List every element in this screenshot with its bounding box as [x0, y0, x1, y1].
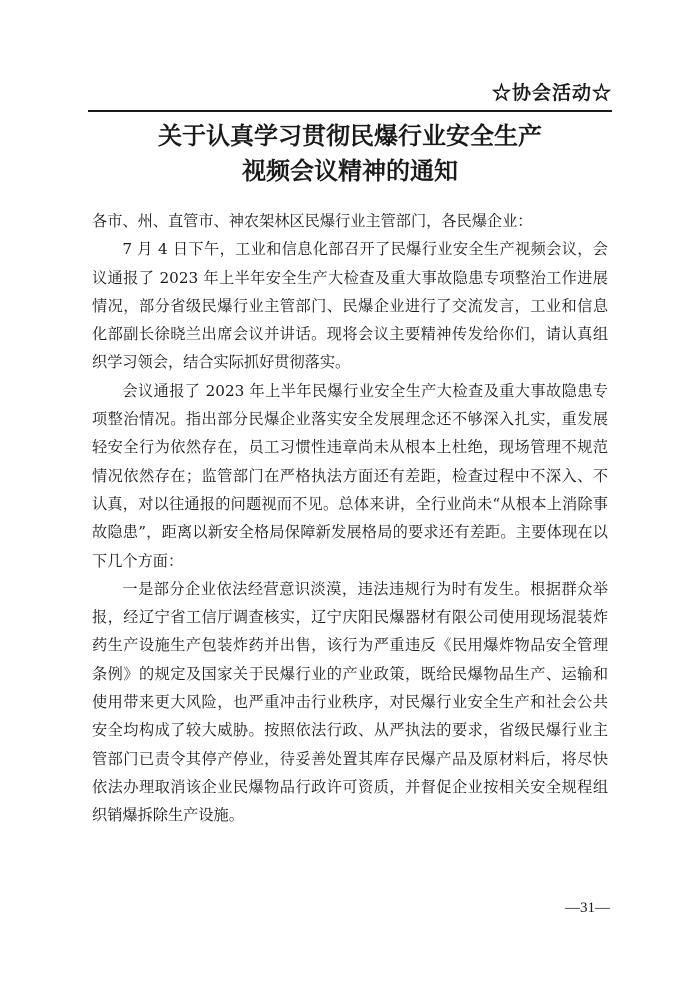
document-title	[88, 118, 612, 188]
paragraph-2: 会议通报了 2023 年上半年民爆行业安全生产大检查及重大事故隐患专项整治情况。指出部分民爆企业落实安全发展理念还不够深入扎实，重发展轻安全行为依然存在，员工习惯性违章尚未从根本上杜绝，现场管理不规范情况依然存在；监管部门在严格执法方面还有差距，检查过程中不深入、不认真，对以往通报的问题视而不见。总体来讲，全行业尚未“从根本上消除事故隐患”，距离以新安全格局保障新发展格局的要求还有差距。主要体现在以下几个方面：	[92, 381, 608, 570]
title-line-1: 关于认真学习贯彻民爆行业安全生产	[158, 121, 542, 150]
document-body	[92, 207, 608, 830]
page-number: —31—	[565, 900, 610, 916]
header-rule	[88, 110, 612, 112]
section-header: ☆协会活动☆	[491, 82, 612, 104]
paragraph-3: 一是部分企业依法经营意识淡漠，违法违规行为时有发生。根据群众举报，经辽宁省工信厅调查核实，辽宁庆阳民爆器材有限公司使用现场混装炸药生产设施生产包装炸药并出售，该行为严重违反《民用爆炸物品安全管理条例》的规定及国家关于民爆行业的产业政策，既给民爆物品生产、运输和使用带来更大风险，也严重冲击行业秩序，对民爆行业安全生产和社会公共安全均构成了较大威胁。按照依法行政、从严执法的要求，省级民爆行业主管部门已责令其停产停业，待妥善处置其库存民爆产品及原材料后，将尽快依法办理取消该企业民爆物品行政许可资质，并督促企业按相关安全规程组织销爆拆除生产设施。	[92, 579, 608, 825]
salutation: 各市、州、直管市、神农架林区民爆行业主管部门，各民爆企业：	[92, 212, 533, 230]
title-line-2: 视频会议精神的通知	[242, 156, 458, 185]
paragraph-1: 7 月 4 日下午，工业和信息化部召开了民爆行业安全生产视频会议，会议通报了 2023 年上半年安全生产大检查及重大事故隐患专项整治工作进展情况，部分省级民爆行业主管部门、民爆企业进行了交流发言，工业和信息化部副长徐晓兰出席会议并讲话。现将会议主要精神传发给你们，请认真组织学习领会，结合实际抓好贯彻落实。	[92, 240, 608, 372]
